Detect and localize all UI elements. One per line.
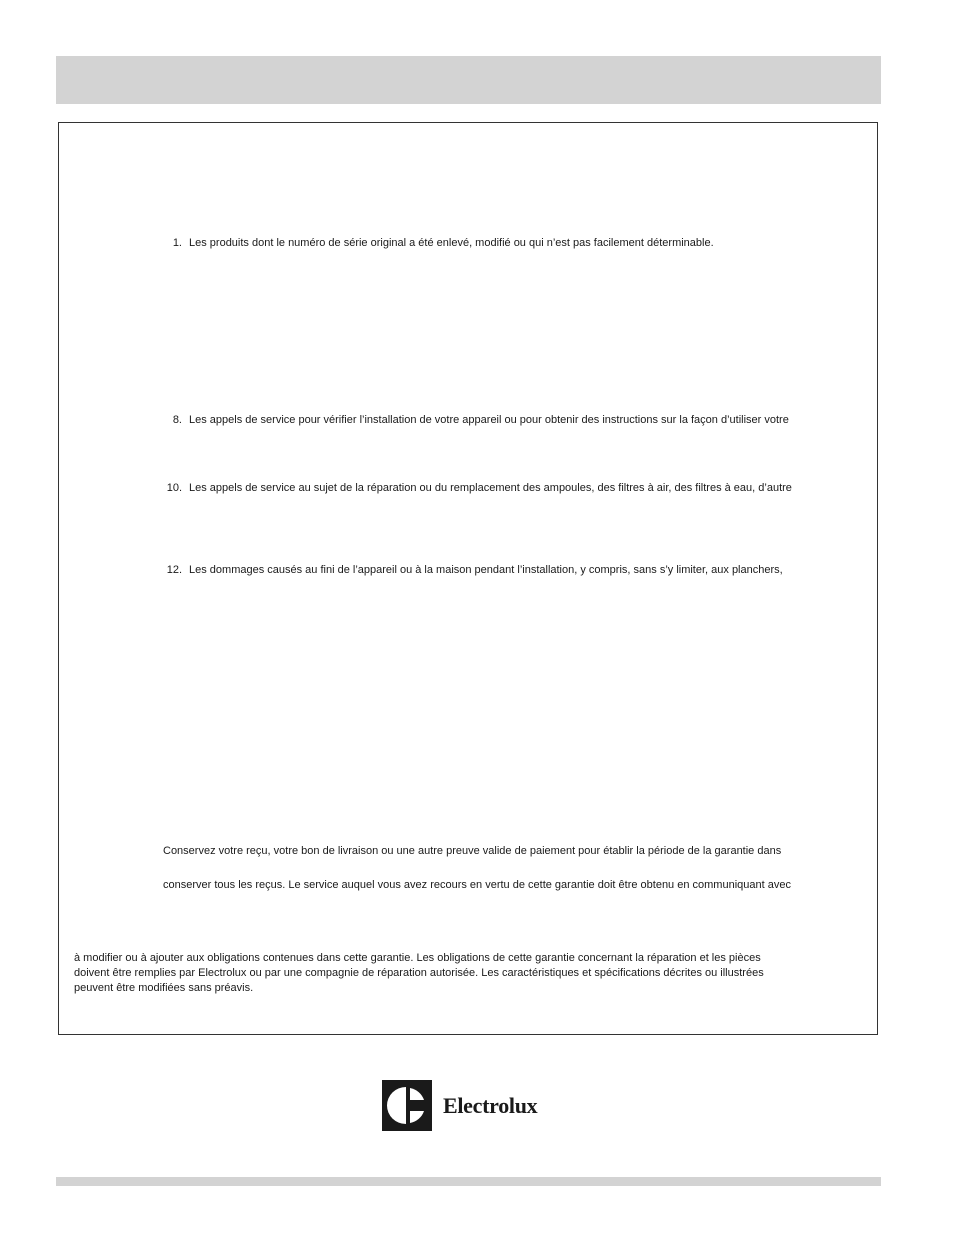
warranty-box [58,122,878,1035]
electrolux-logo-icon [382,1080,432,1131]
closing-line: peuvent être modifiées sans préavis. [74,982,254,994]
exclusion-text: Les produits dont le numéro de série original a été enlevé, modifié ou qui n’est pas facilement déterminable. [189,237,714,249]
closing-line: doivent être remplies par Electrolux ou par une compagnie de réparation autorisée. Les caractéristiques et spécifications décrites ou illustrées [74,967,764,979]
exclusion-number: 10. [166,482,182,494]
electrolux-logo [382,1080,537,1131]
exclusion-text: Les dommages causés au fini de l’appareil ou à la maison pendant l’installation, y compris, sans s’y limiter, aux planchers, [189,564,783,576]
exclusion-number: 8. [172,414,182,426]
exclusion-number: 12. [166,564,182,576]
exclusion-item-1 [172,236,714,250]
closing-line: à modifier ou à ajouter aux obligations contenues dans cette garantie. Les obligations de cette garantie concernant la réparation et les pièces [74,952,761,964]
header-bar [56,56,881,104]
exclusion-item-8 [172,413,789,427]
exclusion-item-10 [166,481,792,495]
service-line-2: conserver tous les reçus. Le service auquel vous avez recours en vertu de cette garantie doit être obtenu en communiquant avec [163,879,791,891]
service-line-1: Conservez votre reçu, votre bon de livraison ou une autre preuve valide de paiement pour établir la période de la garantie dans [163,845,782,857]
exclusion-number: 1. [172,237,182,249]
footer-bar [56,1177,881,1186]
exclusion-text: Les appels de service pour vérifier l’installation de votre appareil ou pour obtenir des instructions sur la façon d’utiliser votre [189,414,789,426]
closing-paragraph [74,951,864,996]
exclusion-item-12 [166,563,783,577]
logo-wordmark: Electrolux [443,1092,538,1118]
exclusion-text: Les appels de service au sujet de la réparation ou du remplacement des ampoules, des filtres à air, des filtres à eau, d’autre [189,482,792,494]
